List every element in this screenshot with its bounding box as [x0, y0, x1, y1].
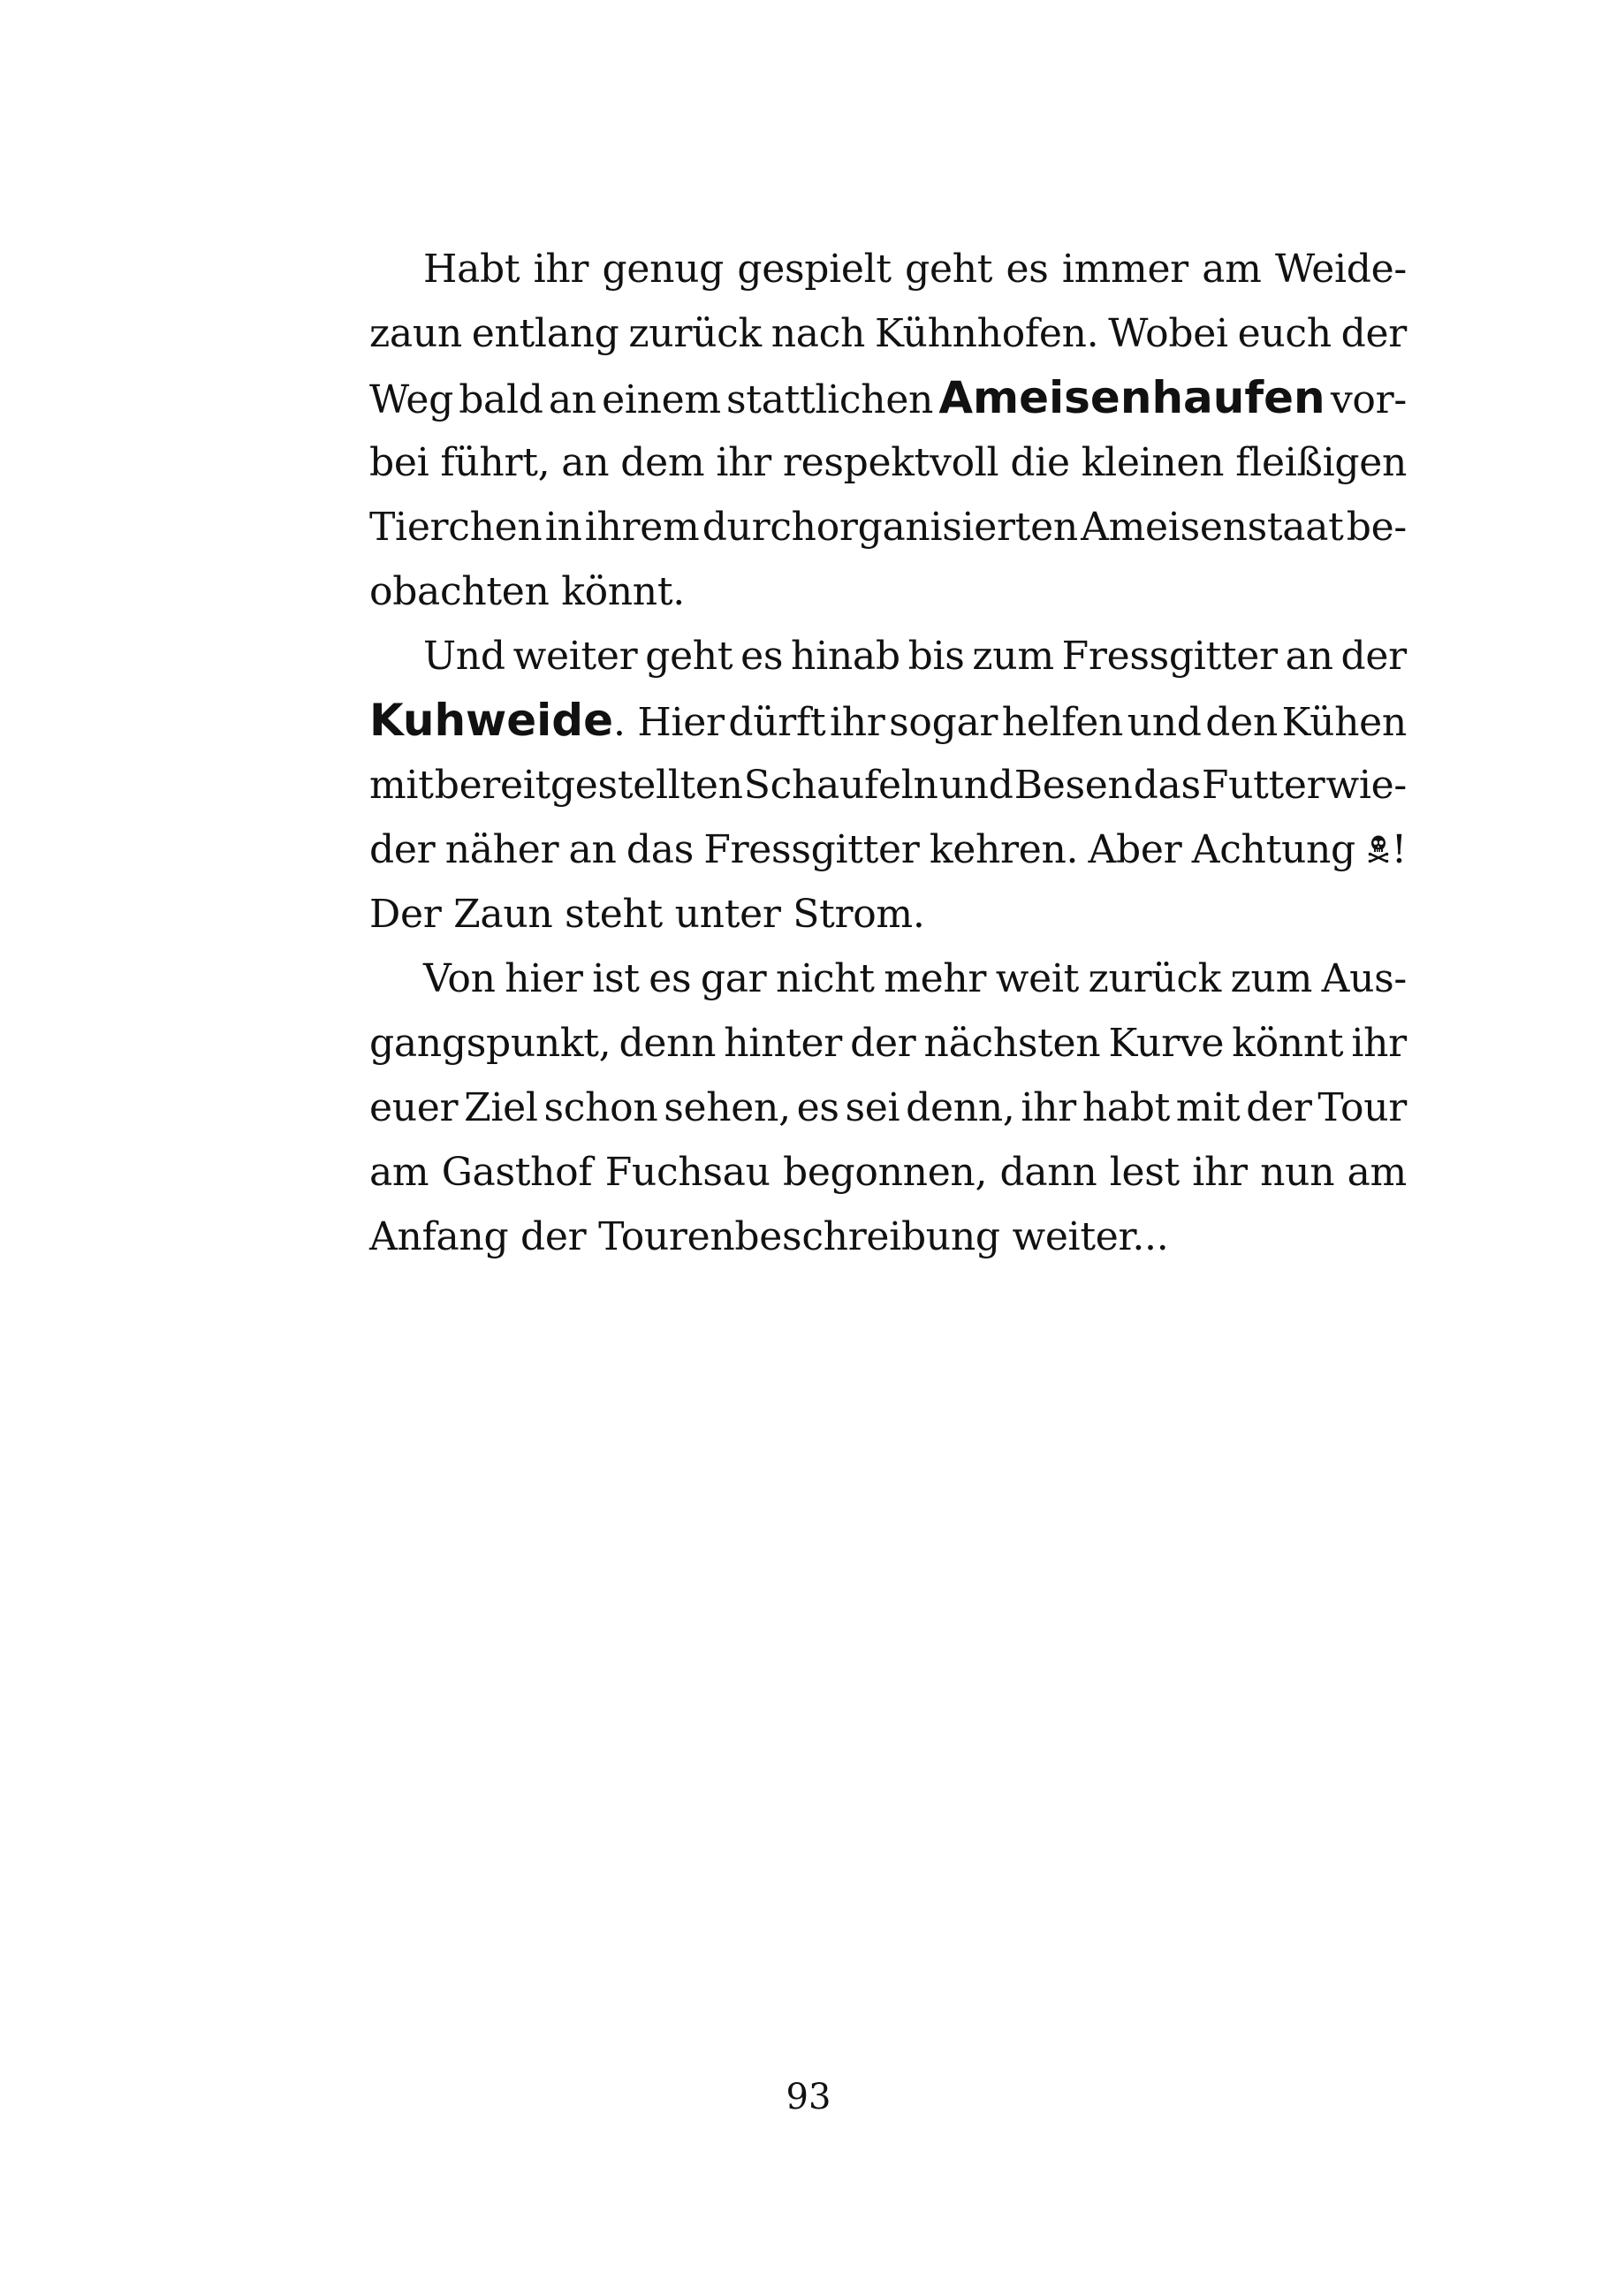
word: am [1347, 1150, 1407, 1195]
word: Fressgitter [703, 827, 920, 872]
text-line [369, 1076, 1407, 1140]
word: der [369, 827, 436, 872]
word: der [1340, 311, 1407, 356]
text-line [369, 301, 1407, 366]
word: näher [444, 827, 559, 872]
word: Kühen [1281, 700, 1407, 745]
word: fleißigen [1235, 440, 1407, 485]
word: denn [619, 1021, 717, 1066]
word: führt, [440, 440, 550, 485]
word: obachten [369, 569, 550, 614]
word: genug [602, 247, 725, 292]
word: . Hier [613, 700, 725, 745]
word: wie- [1325, 763, 1407, 808]
text-line [369, 688, 1407, 753]
word: denn, [906, 1085, 1015, 1130]
word: zurück [1088, 956, 1222, 1001]
word: Tierchen [369, 505, 543, 550]
word: könnt [1232, 1021, 1344, 1066]
word: der [1340, 634, 1407, 679]
text-line [369, 559, 1407, 624]
word: der [520, 1214, 587, 1259]
word: Schaufeln [743, 763, 938, 808]
word: Aus- [1321, 956, 1407, 1001]
word: ihr [1021, 1085, 1076, 1130]
text-line [369, 1140, 1407, 1205]
text-line [369, 1205, 1407, 1269]
word: Besen [1013, 763, 1133, 808]
word: zurück [628, 311, 762, 356]
word: mehr [884, 956, 987, 1001]
word: sei [845, 1085, 900, 1130]
word: respektvoll [782, 440, 999, 485]
text-line [369, 237, 1407, 301]
word: Weide- [1274, 247, 1407, 292]
word: hinter [724, 1021, 842, 1066]
word: zum [972, 634, 1054, 679]
word: entlang [471, 311, 619, 356]
word-group [1192, 817, 1407, 882]
word: steht [565, 892, 663, 937]
word: Tour [1317, 1085, 1407, 1130]
text-line [369, 753, 1407, 817]
text-line [369, 366, 1407, 430]
word: be- [1346, 505, 1407, 550]
text-line [369, 430, 1407, 495]
word: sogar [889, 700, 998, 745]
word: und [1127, 700, 1202, 745]
word: dürft [728, 700, 826, 745]
word: Aber [1088, 827, 1182, 872]
word: und [938, 763, 1013, 808]
word: kleinen [1081, 440, 1225, 485]
word: bald [459, 377, 543, 422]
word: am [1202, 247, 1262, 292]
text-line [369, 882, 1407, 947]
word: ihr [829, 700, 885, 745]
word: zum [1230, 956, 1312, 1001]
word: es [740, 634, 784, 679]
text-line [369, 624, 1407, 688]
skull-crossbones-icon [1368, 834, 1389, 863]
word: Weg [369, 377, 453, 422]
word: Kurve [1108, 1021, 1225, 1066]
word: ist [592, 956, 640, 1001]
word: Der [369, 892, 442, 937]
highlight-ameisenhaufen: Ameisenhaufen [938, 372, 1325, 423]
word: in [544, 505, 582, 550]
word: Gasthof [441, 1150, 593, 1195]
word: helfen [1001, 700, 1124, 745]
word: ihr [1351, 1021, 1407, 1066]
word: nächsten [923, 1021, 1101, 1066]
word: nicht [776, 956, 875, 1001]
word: geht [645, 634, 733, 679]
text-line [369, 1011, 1407, 1076]
word: an [568, 827, 617, 872]
word: Habt [423, 247, 520, 292]
word: stattlichen [726, 377, 934, 422]
word: dann [999, 1150, 1097, 1195]
word: zaun [369, 311, 462, 356]
word: schon [543, 1085, 658, 1130]
word: es [796, 1085, 839, 1130]
word: sehen, [664, 1085, 791, 1130]
word: ihr [533, 247, 589, 292]
word: ihr [716, 440, 771, 485]
word: es [649, 956, 692, 1001]
word: Kühnhofen. [874, 311, 1099, 356]
word: weiter [512, 634, 638, 679]
word: Anfang [369, 1214, 509, 1259]
word: an [561, 440, 610, 485]
word: Von [423, 956, 496, 1001]
word: lest [1109, 1150, 1180, 1195]
word: bereitgestellten [434, 763, 743, 808]
word: ihr [1192, 1150, 1248, 1195]
word: an [548, 377, 596, 422]
word: weiter... [1012, 1214, 1169, 1259]
word: könnt. [561, 569, 685, 614]
word: Achtung [1191, 827, 1355, 872]
word: habt [1082, 1085, 1170, 1130]
word: am [369, 1150, 429, 1195]
word: Strom. [793, 892, 925, 937]
word: kehren. [929, 827, 1079, 872]
word: gangspunkt, [369, 1021, 611, 1066]
body-text [369, 237, 1407, 1269]
word: gespielt [737, 247, 892, 292]
page-number: 93 [786, 2077, 831, 2117]
word: durchorganisierten [702, 505, 1078, 550]
word: nun [1260, 1150, 1335, 1195]
word: geht [905, 247, 993, 292]
word: mit [369, 763, 434, 808]
word: weit [995, 956, 1080, 1001]
word: es [1006, 247, 1049, 292]
word: Ziel [464, 1085, 538, 1130]
word: euer [369, 1085, 459, 1130]
text-line [369, 817, 1407, 882]
word: hier [505, 956, 583, 1001]
word: Wobei [1108, 311, 1228, 356]
text-line [369, 947, 1407, 1011]
word: den [1205, 700, 1278, 745]
word: Fuchsau [604, 1150, 771, 1195]
word: dem [620, 440, 705, 485]
word: gar [700, 956, 767, 1001]
word: bis [907, 634, 965, 679]
word: Zaun [453, 892, 553, 937]
word: nach [771, 311, 866, 356]
word: Fressgitter [1061, 634, 1278, 679]
word: das [1133, 763, 1201, 808]
word: der [1246, 1085, 1312, 1130]
word-group [369, 688, 725, 755]
word: Ameisenstaat [1081, 505, 1344, 550]
text-line [369, 495, 1407, 559]
word: Und [423, 634, 505, 679]
word: begonnen, [782, 1150, 988, 1195]
word: hinab [791, 634, 900, 679]
word: unter [674, 892, 781, 937]
word: vor- [1330, 377, 1407, 422]
word: die [1010, 440, 1070, 485]
word: euch [1237, 311, 1332, 356]
word: der [850, 1021, 916, 1066]
word: bei [369, 440, 429, 485]
word: einem [602, 377, 721, 422]
word: ! [1391, 827, 1407, 872]
highlight-kuhweide: Kuhweide [369, 695, 614, 746]
word: mit [1175, 1085, 1241, 1130]
word: an [1285, 634, 1333, 679]
word: ihrem [584, 505, 700, 550]
word: immer [1061, 247, 1188, 292]
word: das [626, 827, 694, 872]
word: Tourenbeschreibung [598, 1214, 1000, 1259]
word: Futter [1201, 763, 1325, 808]
